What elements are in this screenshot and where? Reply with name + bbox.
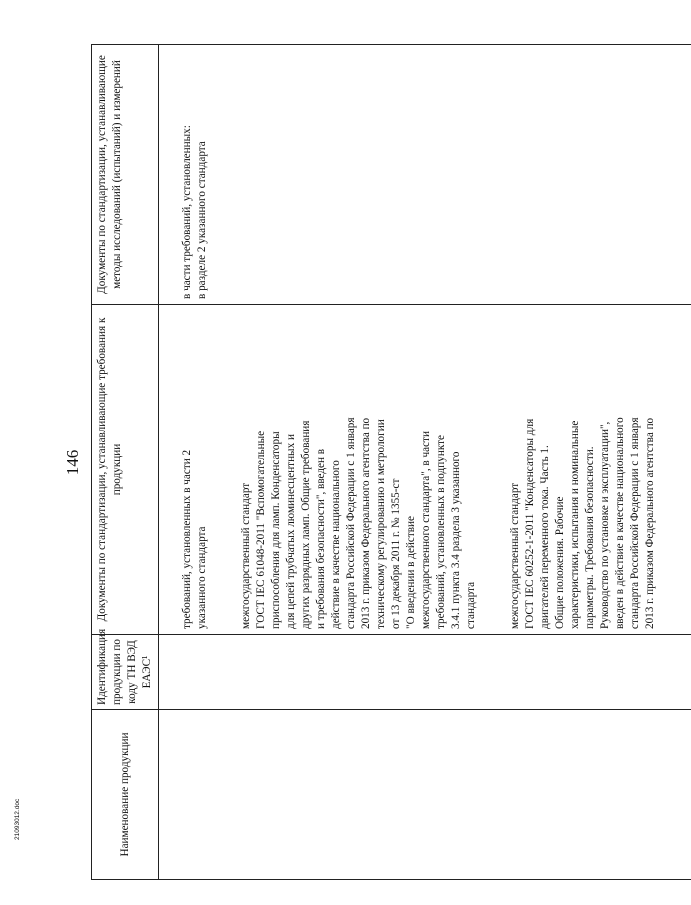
header-requirement-docs: Документы по стандартизации, устанавливающие требования к продукции — [92, 305, 159, 635]
test-method-text-1: в части требований, установленных: в разделе 2 указанного стандарта — [181, 125, 208, 299]
table-header-row — [92, 45, 159, 880]
requirement-text-2: межгосударственный стандарт ГОСТ IEC 61048-2011 "Вспомогательные приспособления для ламп. Конденсаторы для цепей трубчатых люминесцентных и других разрядных ламп. Общие требования и требования безопасности", введен в действие в качестве национального стандарта Российской Федерации с 1 января 2013 г. приказом Федерального агентства по техническому регулированию и метрологии от 13 декабря 2011 г. № 1355-ст "О введении в действие межгосударственного стандарта", в части требований, установленных в подпункте 3.4.1 пункта 3.4 раздела 3 указанного стандарта — [240, 417, 477, 629]
cell-requirement-docs — [159, 305, 691, 635]
header-product-name: Наименование продукции — [92, 710, 159, 880]
standards-table — [91, 44, 691, 880]
table-row — [159, 45, 691, 880]
requirement-text-3: межгосударственный стандарт ГОСТ IEC 60252-1-2011 "Конденсаторы для двигателей переменного тока. Часть 1. Общие положения. Рабочие характеристики, испытания и номинальные параметры. Требования безопасности. Руководство по установке и эксплуатации", введен в действие в качестве национального стандарта Российской Федерации с 1 января 2013 г. приказом Федерального агентства по — [509, 417, 656, 629]
header-test-method-docs: Документы по стандартизации, устанавливающие методы исследований (испытаний) и измерений — [92, 45, 159, 305]
requirement-text-1: требований, установленных в части 2 указанного стандарта — [181, 449, 208, 629]
cell-product-name — [159, 710, 691, 880]
cell-product-code — [159, 635, 691, 710]
header-product-code: Идентификация продукции по коду ТН ВЭД ЕАЭС¹ — [92, 635, 159, 710]
page-number: 146 — [63, 449, 82, 476]
document-page — [45, 45, 656, 880]
footer-file-code: 21093012.doc — [14, 798, 21, 840]
cell-test-method-docs — [159, 45, 691, 305]
